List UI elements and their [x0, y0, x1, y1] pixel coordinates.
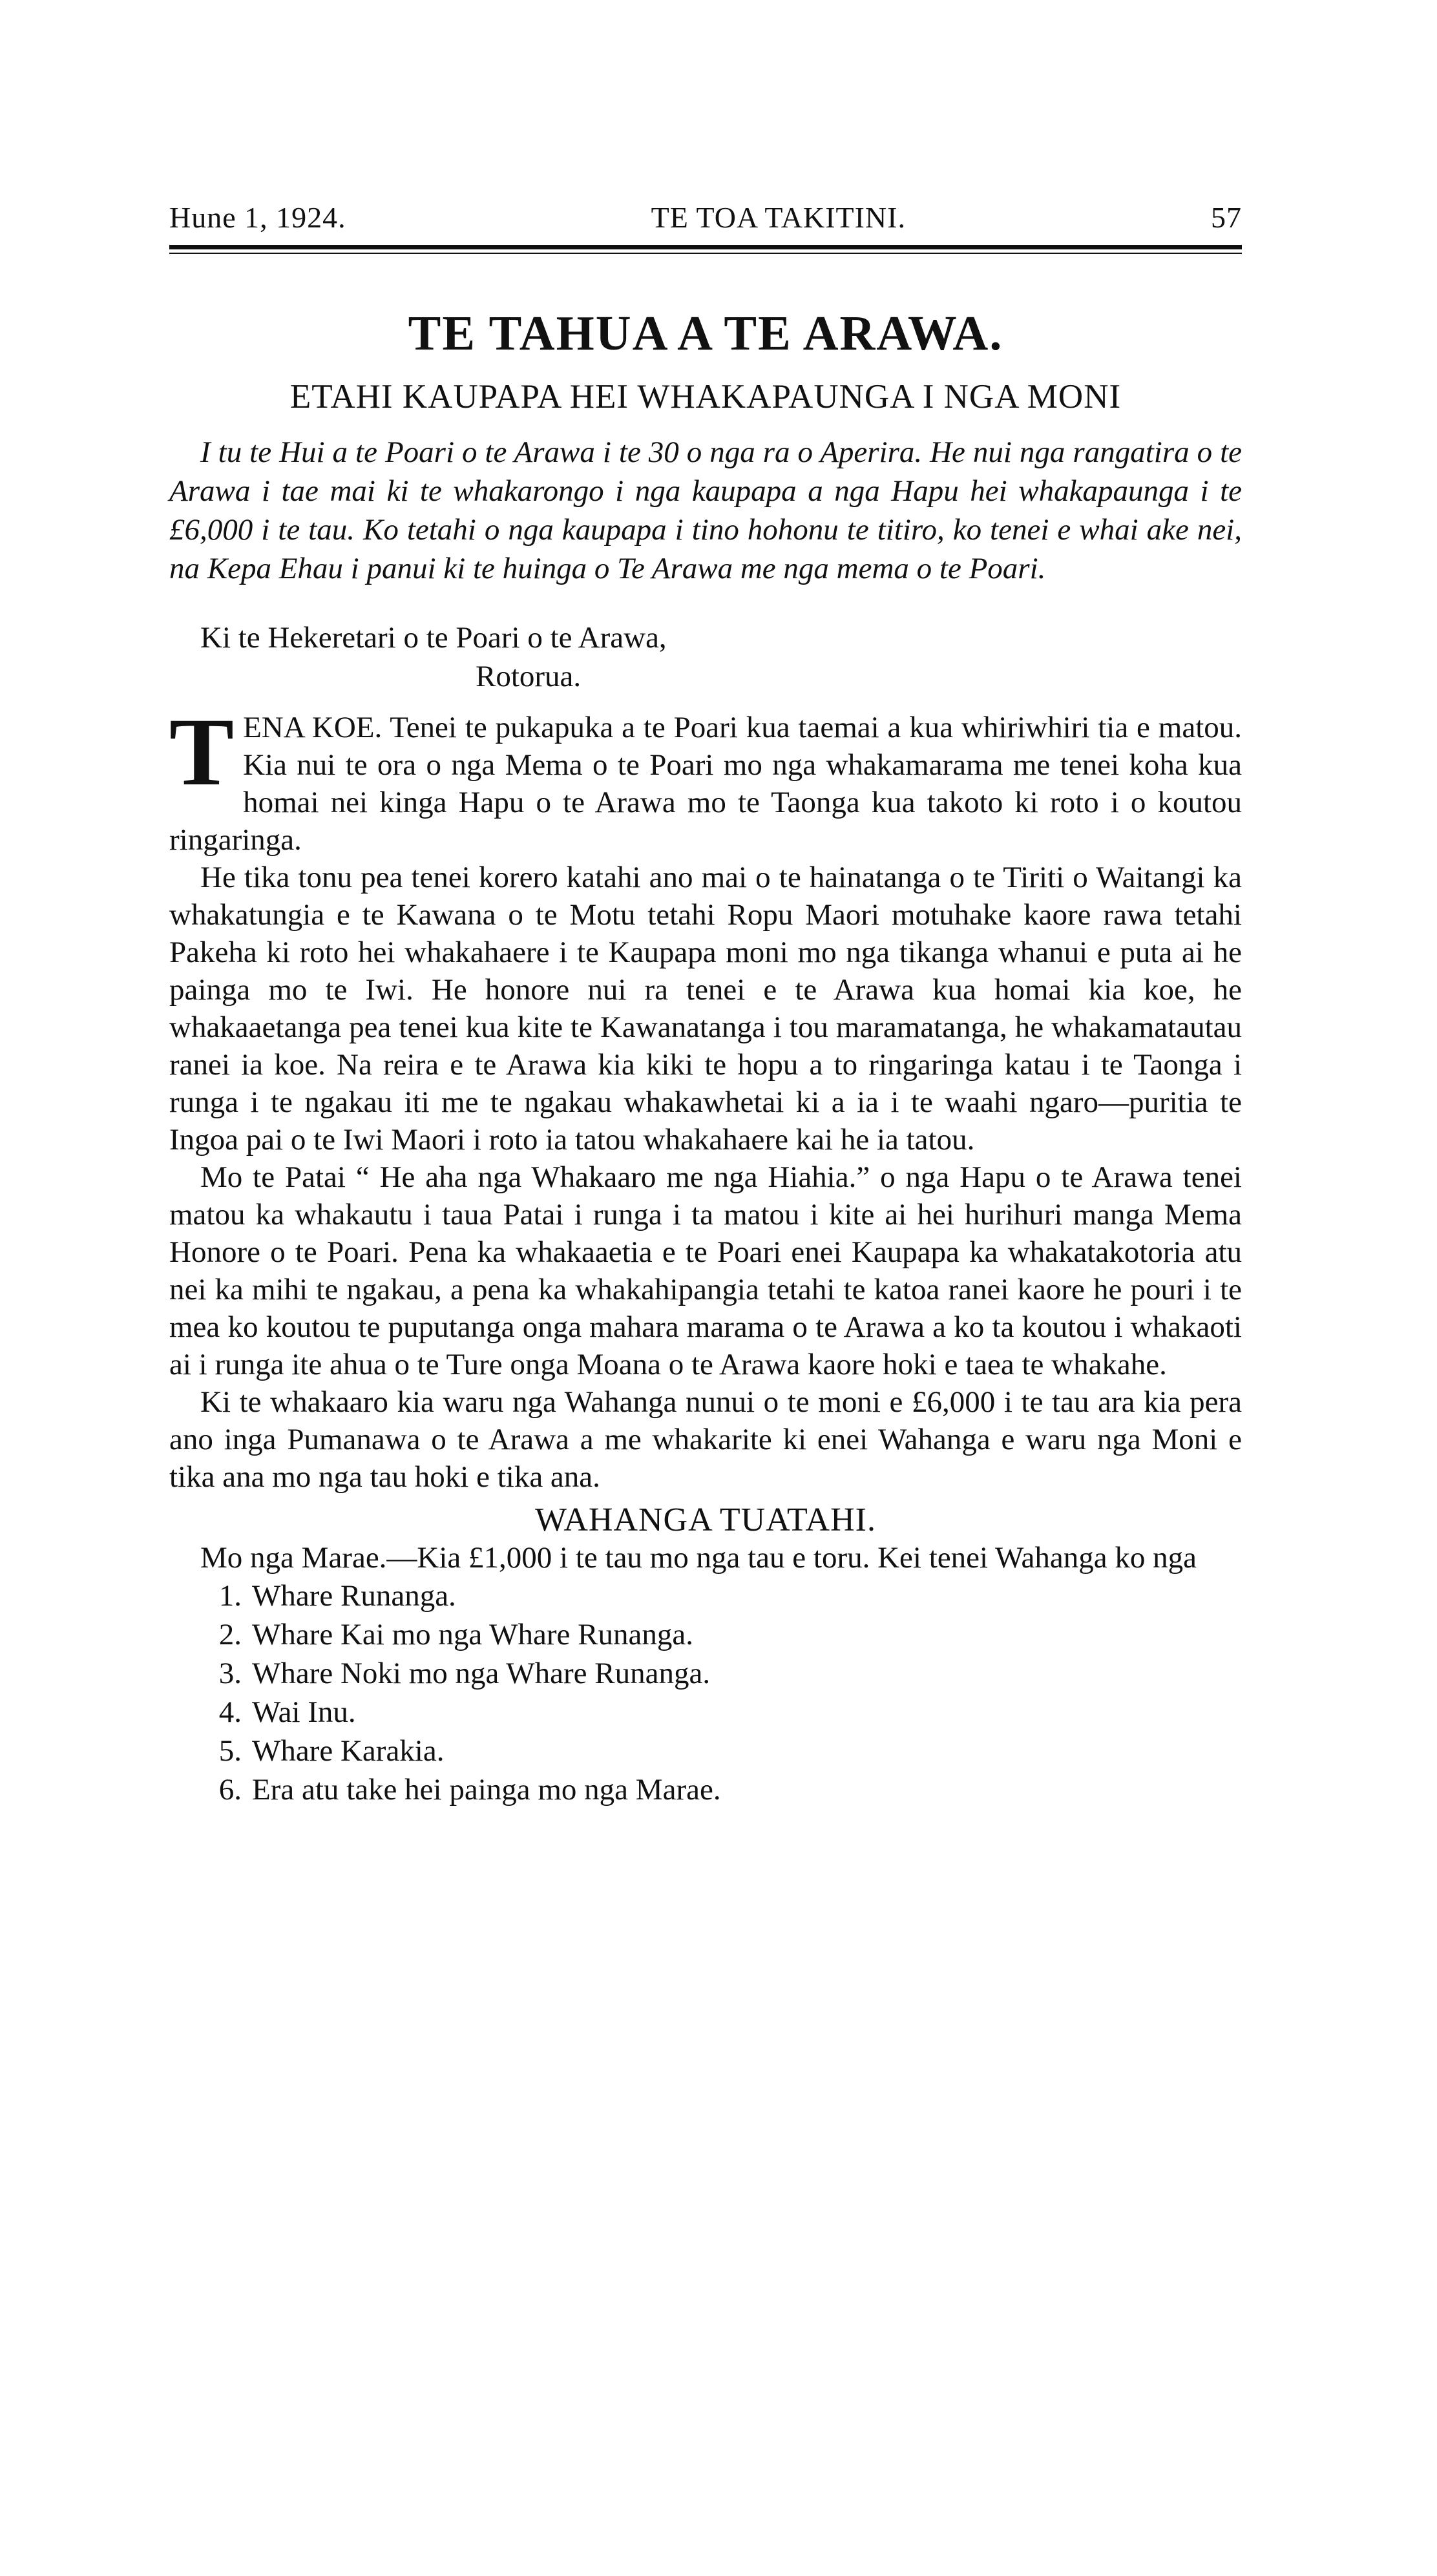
list-item-text: Whare Karakia.: [252, 1734, 445, 1768]
journal-title: TE TOA TAKITINI.: [651, 201, 906, 234]
list-item: [200, 1693, 1242, 1732]
marae-list: [169, 1576, 1242, 1809]
list-item-text: Whare Kai mo nga Whare Runanga.: [252, 1618, 693, 1651]
section-heading: WAHANGA TUATAHI.: [535, 1502, 876, 1538]
paragraph-4: Ki te whakaaro kia waru nga Wahanga nunui o te moni e £6,000 i te tau ara kia pera ano inga Pumanawa o te Arawa a me whakarite ki enei Wahanga e waru nga Moni e tika ana mo nga tau hoki e tika ana.: [169, 1385, 1242, 1494]
issue-date: Hune 1, 1924.: [169, 201, 346, 234]
paragraph-1: [169, 698, 1242, 859]
list-item-number: 1.: [218, 1579, 242, 1613]
address-place: Rotorua.: [476, 660, 582, 693]
running-head: [169, 200, 1242, 235]
list-item-number: 6.: [218, 1773, 242, 1806]
paragraph-1-text: ENA KOE. Tenei te pukapuka a te Poari kua taemai a kua whiriwhiri tia e matou. Kia nui te ora o nga Mema o te Poari mo nga whakamarama me tenei koha kua homai nei kinga Hapu o te Arawa mo te Taonga kua takoto ki roto i o koutou ringaringa.: [169, 711, 1242, 857]
article-intro: I tu te Hui a te Poari o te Arawa i te 30 o nga ra o Aperira. He nui nga rangatira o te Arawa i tae mai ki te whakarongo i nga kaupapa a nga Hapu hei whakapaunga i te £6,000 i te tau. Ko tetahi o nga kaupapa i tino hohonu te titiro, ko tenei e whai ake nei, na Kepa Ehau i panui ki te huinga o Te Arawa me nga mema o te Poari.: [169, 435, 1242, 585]
list-item-number: 3.: [218, 1657, 242, 1690]
letter-address: [169, 618, 1242, 696]
list-item-number: 2.: [218, 1618, 242, 1651]
marae-intro: Mo nga Marae.—Kia £1,000 i te tau mo nga tau e toru. Kei tenei Wahanga ko nga: [200, 1541, 1197, 1575]
list-item-text: Wai Inu.: [252, 1695, 356, 1729]
drop-cap: T: [169, 698, 235, 806]
list-item: [200, 1654, 1242, 1693]
paragraph-3: Mo te Patai “ He aha nga Whakaaro me nga Hiahia.” o nga Hapu o te Arawa tenei matou ka whakautu i taua Patai i runga i ta matou i kite ai hei hurihuri manga Mema Honore o te Poari. Pena ka whakaaetia e te Poari enei Kaupapa ka whakatakotoria atu nei ka mihi te ngakau, a pena ka whakahipangia tetahi te katoa ranei kaore he pouri i te mea ko koutou te puputanga onga mahara marama o te Arawa a ko ta koutou i whakaoti ai i runga ite ahua o te Ture onga Moana o te Arawa kaore hoki e taea te whakahe.: [169, 1160, 1242, 1381]
article-title: TE TAHUA A TE ARAWA.: [408, 306, 1003, 361]
list-item: [200, 1770, 1242, 1809]
article-subtitle: ETAHI KAUPAPA HEI WHAKAPAUNGA I NGA MONI: [289, 378, 1122, 415]
letter-body: [169, 698, 1242, 1496]
header-rule-thin: [169, 253, 1242, 254]
paragraph-2: He tika tonu pea tenei korero katahi ano mai o te hainatanga o te Tiriti o Waitangi ka whakatungia e te Kawana o te Motu tetahi Ropu Maori motuhake kaore rawa tetahi Pakeha ki roto hei whakahaere i te Kaupapa moni mo nga tikanga whanui e puta ai he painga mo te Iwi. He honore nui ra tenei e te Arawa kua homai kia koe, he whakaaetanga pea tenei kua kite te Kawanatanga i tou maramatanga, he whakamatautau ranei ia koe. Na reira e te Arawa kia kiki te hopu a to ringaringa katau i te Taonga i runga i te ngakau iti me te ngakau whakawhetai ki a ia i te waahi ngaro—puritia te Ingoa pai o te Iwi Maori i roto ia tatou whakahaere kai he ia tatou.: [169, 861, 1242, 1157]
list-item-number: 4.: [218, 1695, 242, 1729]
list-item: [200, 1615, 1242, 1654]
list-item: [200, 1576, 1242, 1615]
page-number: 57: [1210, 201, 1242, 234]
list-item-number: 5.: [218, 1734, 242, 1768]
address-line: Ki te Hekeretari o te Poari o te Arawa,: [200, 621, 667, 654]
list-item-text: Era atu take hei painga mo nga Marae.: [252, 1773, 721, 1806]
list-item-text: Whare Noki mo nga Whare Runanga.: [252, 1657, 711, 1690]
header-rule: [169, 245, 1242, 249]
text-column: [169, 200, 1242, 1809]
list-item-text: Whare Runanga.: [252, 1579, 456, 1613]
list-item: [200, 1732, 1242, 1770]
